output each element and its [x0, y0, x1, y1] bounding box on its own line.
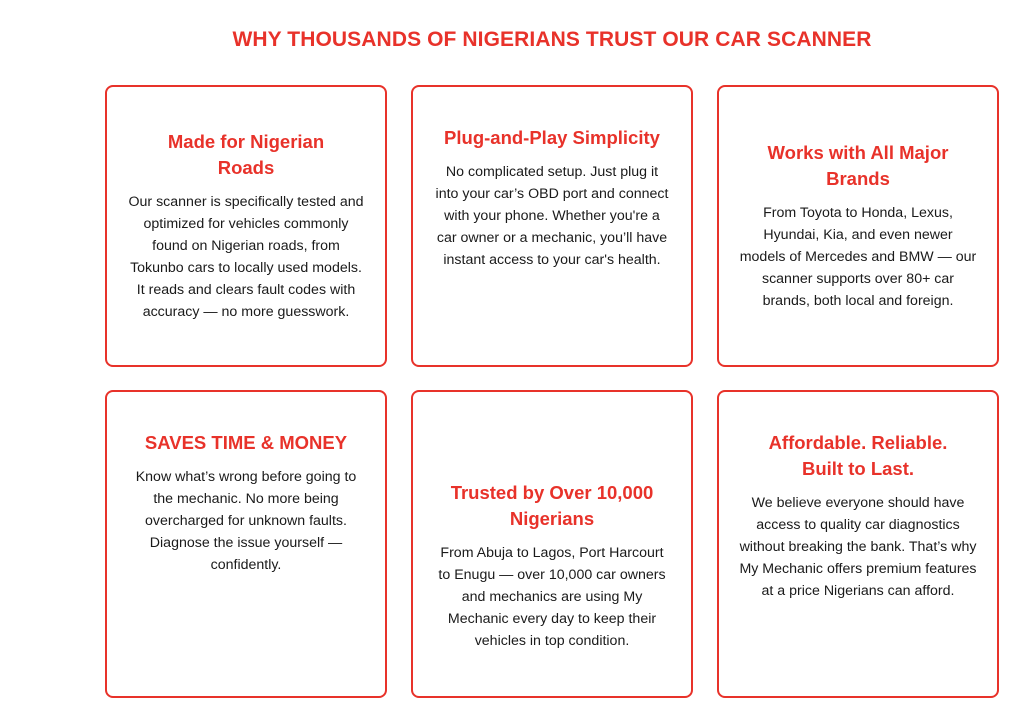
- section-title: [0, 28, 1024, 52]
- feature-card-plug-and-play: [411, 85, 693, 367]
- feature-card-description: Our scanner is specifically tested and optimized for vehicles commonly found on Nigerian roads, from Tokunbo cars to locally used models. It reads and clears fault codes with accuracy — no more guesswork.: [128, 194, 364, 320]
- feature-card-trusted: [411, 390, 693, 698]
- feature-card-title: Made for Nigerian Roads: [167, 131, 325, 178]
- feature-card-title: Plug-and-Play Simplicity: [444, 127, 660, 148]
- feature-card-major-brands: [717, 85, 999, 367]
- feature-card-description: We believe everyone should have access to quality car diagnostics without breaking the bank. That’s why My Mechanic offers premium features at a price Nigerians can afford.: [739, 495, 977, 599]
- feature-card-title: Works with All Major Brands: [767, 142, 949, 189]
- feature-card-saves-time: [105, 390, 387, 698]
- feature-card-description: No complicated setup. Just plug it into your car’s OBD port and connect with your phone. Whether you're a car owner or a mechanic, you’ll have instant access to your car's health.: [435, 164, 669, 268]
- feature-card-title: Affordable. Reliable. Built to Last.: [768, 432, 948, 479]
- feature-card-nigerian-roads: [105, 85, 387, 367]
- feature-card-description: From Toyota to Honda, Lexus, Hyundai, Kia, and even newer models of Mercedes and BMW — our scanner supports over 80+ car brands, both local and foreign.: [739, 205, 977, 309]
- feature-card-description: From Abuja to Lagos, Port Harcourt to Enugu — over 10,000 car owners and mechanics are using My Mechanic every day to keep their vehicles in top condition.: [438, 545, 666, 649]
- feature-card-title: SAVES TIME & MONEY: [144, 432, 348, 453]
- section-title-text: WHY THOUSANDS OF NIGERIANS TRUST OUR CAR SCANNER: [232, 28, 872, 51]
- feature-card-affordable: [717, 390, 999, 698]
- feature-card-description: Know what’s wrong before going to the mechanic. No more being overcharged for unknown faults. Diagnose the issue yourself — confidently.: [135, 469, 357, 573]
- feature-card-title: Trusted by Over 10,000 Nigerians: [450, 482, 654, 529]
